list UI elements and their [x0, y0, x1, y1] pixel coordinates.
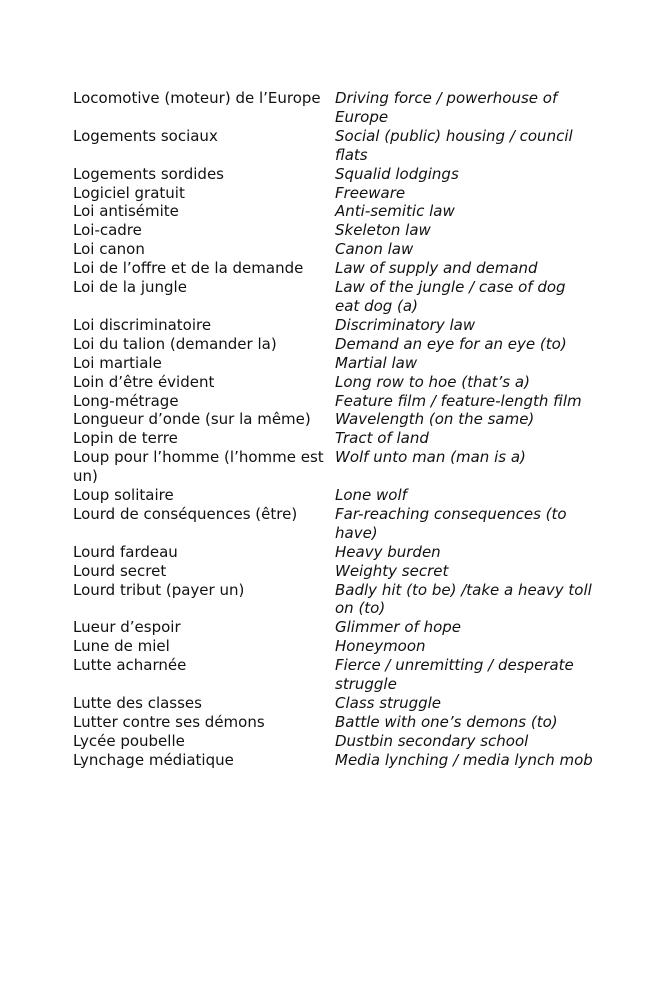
english-translation: Squalid lodgings — [335, 164, 459, 183]
english-translation: Martial law — [335, 353, 418, 372]
english-translation: Battle with one’s demons (to) — [335, 712, 558, 731]
french-term: Loi de l’offre et de la demande — [73, 259, 304, 278]
table-row — [73, 410, 593, 429]
french-term: Lutte acharnée — [73, 656, 187, 675]
table-row — [73, 373, 593, 392]
english-translation: Wolf unto man (man is a) — [335, 448, 526, 467]
english-translation: Fierce / unremitting / desperate struggle — [335, 656, 574, 694]
english-translation: Law of the jungle / case of dog eat dog (a) — [335, 278, 566, 315]
french-term: Locomotive (moteur) de l’Europe — [73, 89, 321, 107]
table-row — [73, 618, 593, 637]
english-translation: Social (public) housing / council flats — [335, 126, 573, 164]
table-row — [73, 316, 593, 335]
table-row — [73, 278, 593, 316]
english-translation: Driving force / powerhouse of Europe — [335, 89, 558, 126]
glossary-page — [73, 89, 593, 770]
table-row — [73, 259, 593, 278]
glossary-table — [73, 89, 593, 770]
english-translation: Wavelength (on the same) — [335, 410, 535, 429]
english-translation: Anti-semitic law — [335, 202, 455, 221]
french-term: Lourd de conséquences (être) — [73, 504, 298, 523]
english-translation: Long row to hoe (that’s a) — [335, 372, 530, 391]
english-translation: Glimmer of hope — [335, 618, 462, 637]
table-row — [73, 694, 593, 713]
french-term: Logements sordides — [73, 164, 224, 183]
french-term: Lynchage médiatique — [73, 750, 234, 769]
table-row — [73, 202, 593, 221]
english-translation: Tract of land — [335, 429, 429, 448]
table-row — [73, 713, 593, 732]
table-row — [73, 354, 593, 373]
french-term: Lueur d’espoir — [73, 618, 181, 637]
english-translation: Feature film / feature-length film — [335, 391, 582, 410]
french-term: Loi canon — [73, 240, 145, 259]
french-term: Lourd tribut (payer un) — [73, 580, 245, 599]
table-row — [73, 751, 593, 770]
english-translation: Badly hit (to be) /take a heavy toll on (to) — [335, 580, 592, 618]
english-translation: Law of supply and demand — [335, 259, 538, 278]
table-row — [73, 184, 593, 203]
english-translation: Demand an eye for an eye (to) — [335, 334, 567, 353]
table-row — [73, 637, 593, 656]
table-row — [73, 656, 593, 694]
english-translation: Honeymoon — [335, 637, 426, 656]
table-row — [73, 221, 593, 240]
english-translation: Class struggle — [335, 694, 442, 712]
french-term: Loi-cadre — [73, 221, 142, 240]
table-row — [73, 543, 593, 562]
french-term: Lourd fardeau — [73, 542, 178, 561]
french-term: Logiciel gratuit — [73, 183, 185, 202]
table-row — [73, 392, 593, 411]
table-row — [73, 562, 593, 581]
french-term: Loin d’être évident — [73, 372, 215, 391]
table-row — [73, 732, 593, 751]
french-term: Loi discriminatoire — [73, 315, 212, 334]
french-term: Loi martiale — [73, 353, 162, 372]
table-row — [73, 429, 593, 448]
english-translation: Heavy burden — [335, 542, 441, 561]
french-term: Lourd secret — [73, 561, 167, 580]
english-translation: Skeleton law — [335, 221, 431, 240]
french-term: Lune de miel — [73, 637, 170, 656]
french-term: Loi antisémite — [73, 202, 179, 221]
table-row — [73, 448, 593, 486]
table-row — [73, 165, 593, 184]
english-translation: Weighty secret — [335, 561, 449, 580]
french-term: Loup solitaire — [73, 486, 174, 505]
table-row — [73, 505, 593, 543]
french-term: Logements sociaux — [73, 126, 218, 145]
french-term: Lycée poubelle — [73, 731, 185, 750]
english-translation: Freeware — [335, 183, 406, 202]
french-term: Loi du talion (demander la) — [73, 334, 277, 353]
french-term: Loup pour l’homme (l’homme est un) — [73, 448, 324, 486]
table-row — [73, 486, 593, 505]
english-translation: Lone wolf — [335, 486, 407, 505]
french-term: Lopin de terre — [73, 429, 178, 448]
english-translation: Discriminatory law — [335, 315, 476, 334]
french-term: Loi de la jungle — [73, 278, 187, 297]
table-row — [73, 89, 593, 127]
table-row — [73, 335, 593, 354]
english-translation: Far-reaching consequences (to have) — [335, 504, 567, 542]
english-translation: Canon law — [335, 240, 414, 259]
table-row — [73, 581, 593, 619]
french-term: Lutte des classes — [73, 694, 202, 712]
french-term: Lutter contre ses démons — [73, 712, 265, 731]
table-row — [73, 127, 593, 165]
table-row — [73, 240, 593, 259]
english-translation: Dustbin secondary school — [335, 731, 529, 750]
french-term: Long-métrage — [73, 391, 179, 410]
french-term: Longueur d’onde (sur la même) — [73, 410, 311, 429]
english-translation: Media lynching / media lynch mob — [335, 750, 593, 769]
